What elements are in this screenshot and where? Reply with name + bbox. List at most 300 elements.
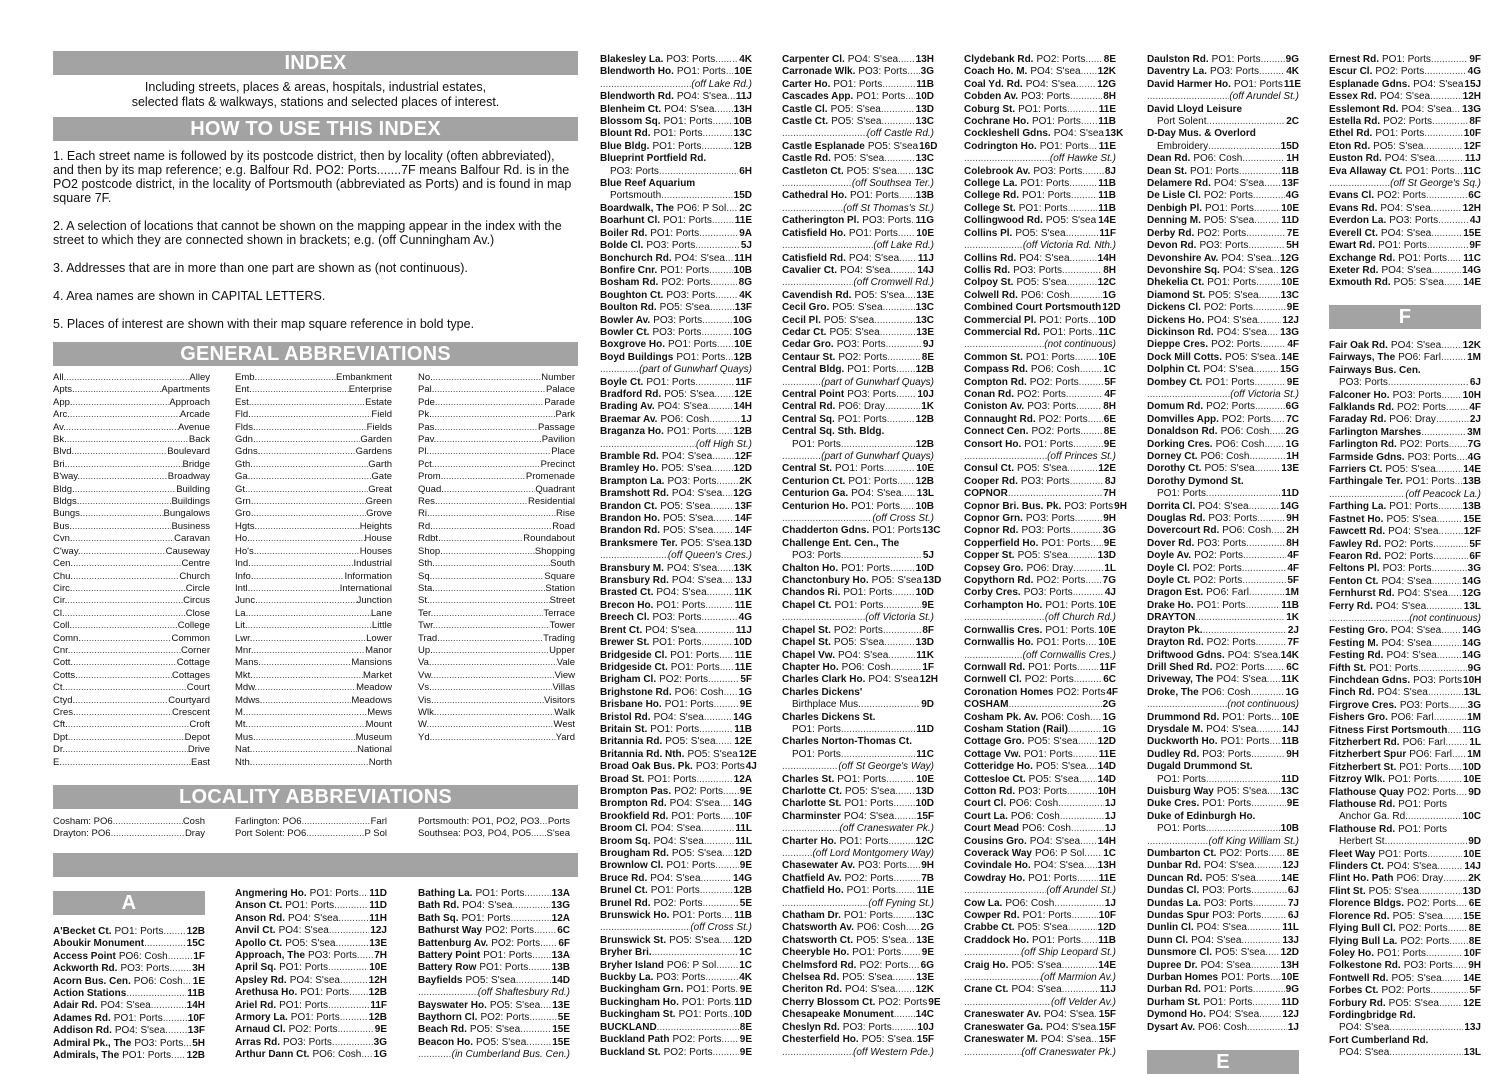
map-reference: 13C xyxy=(915,910,934,922)
map-reference: 13E xyxy=(916,972,934,984)
abbr-short: Hgts. xyxy=(235,520,258,532)
map-reference: 9A xyxy=(739,227,752,239)
street-name: Farlington Rd. xyxy=(1329,439,1397,451)
index-entry xyxy=(1329,514,1481,526)
locality: PO4: S'sea xyxy=(645,624,696,636)
leader-dots xyxy=(436,434,541,446)
abbr-short: Portsmouth: PO1, PO2, PO3 xyxy=(418,816,540,827)
street-name: Doyle Cl. xyxy=(1147,562,1190,574)
index-entry xyxy=(1329,638,1481,650)
map-reference: 1C xyxy=(1103,364,1116,376)
abbr-short: Cen. xyxy=(53,558,74,570)
locality: PO2: Ports xyxy=(1203,190,1253,202)
index-entry xyxy=(964,178,1116,190)
abbr-short: Nth. xyxy=(235,756,253,768)
index-entry xyxy=(600,637,752,649)
leader-dots xyxy=(433,521,552,533)
index-entry xyxy=(964,600,1116,612)
index-entry xyxy=(53,1025,205,1037)
index-entry xyxy=(782,265,934,277)
abbreviation-row xyxy=(418,546,575,558)
note-text: (off Craneswater Pk.) xyxy=(1021,1046,1116,1058)
leader-dots xyxy=(887,352,921,364)
locality: PO5: S'sea xyxy=(833,153,885,165)
street-name: Bayfields xyxy=(418,974,463,986)
note-text: (off Cromwell Rd.) xyxy=(853,277,934,289)
map-reference: 11C xyxy=(916,748,934,760)
index-note xyxy=(1329,489,1481,501)
map-reference: 10H xyxy=(1463,674,1482,686)
locality: PO3: Ports xyxy=(1020,475,1070,487)
index-entry xyxy=(964,587,1116,599)
street-name: Armory La. xyxy=(235,1012,288,1024)
map-reference: 12C xyxy=(1097,277,1116,289)
street-name: Dumbarton Ct. xyxy=(1147,848,1217,859)
index-note xyxy=(782,203,934,215)
leader-dots xyxy=(250,583,339,595)
abbr-short: Grn. xyxy=(235,496,254,508)
abbreviation-row xyxy=(53,608,210,620)
locality: PO4: S'sea xyxy=(676,91,728,103)
leader-dots xyxy=(1264,178,1281,190)
locality: PO3: Ports xyxy=(134,1037,184,1049)
street-name: Charminster xyxy=(782,810,841,822)
index-entry xyxy=(418,1024,570,1036)
map-reference: 12F xyxy=(734,451,752,462)
index-entry xyxy=(1329,166,1481,178)
leader-dots xyxy=(168,951,193,963)
abbreviation-row xyxy=(235,533,392,545)
locality: PO5: S'sea xyxy=(846,165,897,177)
index-entry xyxy=(1147,377,1299,389)
abbr-short: Wlk. xyxy=(418,706,437,718)
abbr-short: Mkt. xyxy=(235,669,253,681)
leader-dots xyxy=(900,501,915,513)
index-entry xyxy=(964,910,1116,922)
map-reference: 9H xyxy=(1286,748,1299,760)
abbreviation-row xyxy=(235,571,392,583)
leader-dots xyxy=(600,550,668,562)
note-text: (off Victoria St.) xyxy=(865,612,934,624)
street-name: Boyd Buildings xyxy=(600,351,674,363)
abbr-full: Grove xyxy=(366,508,392,520)
locality: PO5: S'sea xyxy=(831,116,882,128)
street-name: Crane Ct. xyxy=(964,984,1009,996)
abbreviation-row xyxy=(53,384,210,396)
map-reference: 14C xyxy=(915,1009,934,1021)
locality: PO1: Ports xyxy=(841,562,891,574)
abbr-short: Sth. xyxy=(418,558,435,570)
street-name: Carpenter Cl. xyxy=(782,54,845,65)
abbreviation-row xyxy=(235,583,392,595)
abbr-full: Avenue xyxy=(177,421,210,433)
street-name: Craig Ho. xyxy=(964,959,1009,971)
street-name: Fawcett Rd. xyxy=(1329,526,1386,538)
leader-dots xyxy=(704,712,732,724)
map-reference: 14E xyxy=(1281,351,1299,363)
locality: PO6: Farl xyxy=(1402,737,1446,748)
street-name: Fordingbridge Rd. xyxy=(1329,1009,1416,1021)
street-name: Bransbury M. xyxy=(600,562,664,574)
abbreviation-row xyxy=(53,471,210,483)
locality: PO3: Ports xyxy=(1013,264,1063,276)
index-entry xyxy=(1147,910,1299,922)
map-reference: 1C xyxy=(1103,848,1116,859)
instruction-4: 4. Area names are shown in CAPITAL LETTERS. xyxy=(53,289,326,303)
map-reference: 9F xyxy=(1469,240,1481,252)
leader-dots xyxy=(1387,836,1467,848)
locality: PO5: S'sea xyxy=(661,463,712,475)
index-entry xyxy=(782,339,934,351)
abbreviation-row xyxy=(53,372,210,384)
abbr-full: Great xyxy=(368,483,392,495)
index-entry xyxy=(1329,265,1481,277)
street-name: Droke, The xyxy=(1147,686,1199,698)
locality: PO3: Ports xyxy=(1021,91,1070,103)
index-entry xyxy=(964,935,1116,947)
map-reference: 9H xyxy=(1468,960,1481,972)
street-name: Dhekelia Ct. xyxy=(1147,277,1205,289)
leader-dots xyxy=(1067,104,1098,116)
abbreviation-row xyxy=(418,372,575,384)
abbr-full: Little xyxy=(371,620,392,632)
locality: PO4: S'sea xyxy=(1025,78,1076,90)
index-entry xyxy=(600,575,752,587)
leader-dots xyxy=(701,327,732,339)
leader-dots xyxy=(163,926,185,938)
leader-dots xyxy=(880,327,915,339)
leader-dots xyxy=(440,633,543,645)
leader-dots xyxy=(432,571,544,583)
index-entry xyxy=(1147,687,1299,699)
locality: PO4: S'sea xyxy=(1227,649,1279,661)
map-reference: 15C xyxy=(186,938,205,950)
leader-dots xyxy=(1084,860,1097,872)
map-reference: 12F xyxy=(1463,526,1481,538)
leader-dots xyxy=(964,997,1051,1009)
abbr-full: Business xyxy=(171,520,210,532)
leader-dots xyxy=(256,732,356,744)
index-entry xyxy=(235,1037,387,1049)
entry-continuation-text: PO1: Ports xyxy=(792,723,841,735)
abbr-full: Cottage xyxy=(176,657,210,669)
leader-dots xyxy=(713,513,733,525)
map-reference: 14G xyxy=(1462,625,1481,637)
locality: PO3: Ports xyxy=(1413,674,1463,686)
abbreviation-row xyxy=(418,707,575,719)
index-note xyxy=(964,153,1116,165)
leader-dots xyxy=(1075,352,1097,364)
entry-continuation-text: Anchor Ga. Rd. xyxy=(1339,811,1408,823)
street-name: Broad Oak Bus. Pk. xyxy=(600,761,693,773)
index-entry xyxy=(600,935,752,947)
leader-dots xyxy=(253,670,363,682)
street-name: Farmside Gdns. xyxy=(1329,451,1405,463)
abbreviation-row xyxy=(53,620,210,632)
leader-dots xyxy=(1431,228,1462,240)
street-name: Cheeryble Ho. xyxy=(782,947,850,959)
leader-dots xyxy=(1436,464,1463,476)
abbr-full: Church xyxy=(179,570,210,582)
locality: PO1: Ports xyxy=(1045,599,1095,611)
leader-dots xyxy=(1076,79,1096,91)
locality: PO4: S'sea xyxy=(1388,526,1439,538)
map-reference: 10E xyxy=(369,962,387,974)
locality: PO1: Ports xyxy=(1375,128,1425,140)
map-reference: 13B xyxy=(1462,476,1481,488)
leader-dots xyxy=(715,54,738,66)
d-entries-column xyxy=(1147,54,1302,1034)
locality: PO1: Ports xyxy=(843,587,893,599)
street-name: Charlotte Ct. xyxy=(782,785,842,797)
locality: PO1: Ports xyxy=(671,810,721,822)
leader-dots xyxy=(906,922,920,934)
street-name: Adames Rd. xyxy=(53,1012,111,1024)
map-reference: 7C xyxy=(1286,413,1299,425)
street-name: Festing Rd. xyxy=(1329,650,1384,662)
abbr-short: Pct. xyxy=(418,458,435,470)
map-reference: 14K xyxy=(1280,649,1299,661)
leader-dots xyxy=(435,558,550,570)
abbr-full: Passage xyxy=(538,421,575,433)
a-entries-column-3 xyxy=(418,888,570,1062)
street-name: Boarhunt Cl. xyxy=(600,215,660,227)
map-reference: 12B xyxy=(186,1050,205,1062)
index-entry xyxy=(600,290,752,302)
street-name: Brookfield Rd. xyxy=(600,810,669,822)
abbreviation-row xyxy=(235,434,392,446)
leader-dots xyxy=(907,66,919,78)
abbreviation-row xyxy=(235,446,392,458)
leader-dots xyxy=(261,657,351,669)
street-name: College La. xyxy=(964,178,1018,190)
street-name: Castle Ct. xyxy=(782,116,829,128)
index-entry xyxy=(964,699,1116,711)
map-reference: 9E xyxy=(1286,302,1299,314)
abbr-full: Courtyard xyxy=(168,694,210,706)
abbr-full: Cottages xyxy=(171,669,210,681)
note-text: (off Southsea Ter.) xyxy=(851,178,934,190)
leader-dots xyxy=(1054,898,1104,910)
abbr-full: Alley xyxy=(189,372,210,383)
street-name: Brunswick St. xyxy=(600,934,667,946)
leader-dots xyxy=(908,960,919,972)
leader-dots xyxy=(1062,984,1099,996)
leader-dots xyxy=(874,315,914,327)
leader-dots xyxy=(708,401,733,413)
map-reference: 5E xyxy=(557,1012,570,1024)
leader-dots xyxy=(782,203,843,215)
map-reference: 7J xyxy=(1287,897,1299,909)
leader-dots xyxy=(66,372,189,384)
locality-row xyxy=(418,816,570,828)
leader-dots xyxy=(1249,587,1284,599)
abbr-short: Vw. xyxy=(418,669,434,681)
abbr-short: Circ. xyxy=(53,582,73,594)
index-entry xyxy=(782,1034,934,1046)
street-name: Anvil Ct. xyxy=(235,925,276,937)
index-entry xyxy=(600,525,752,537)
leader-dots xyxy=(709,265,733,277)
map-reference: 6J xyxy=(1469,377,1481,389)
index-entry xyxy=(782,104,934,116)
street-name: Fifth St. xyxy=(1329,662,1367,674)
leader-dots xyxy=(964,885,1046,897)
abbr-full: Back xyxy=(188,434,210,446)
map-reference: 14G xyxy=(1462,575,1481,587)
abbr-full: Approach xyxy=(169,396,210,408)
abbreviation-row xyxy=(418,508,575,520)
locality: PO4: S'sea xyxy=(848,252,900,264)
street-name: Daulston Rd. xyxy=(1147,54,1209,65)
map-reference: 10D xyxy=(733,637,752,649)
map-reference: 12J xyxy=(1282,314,1299,326)
leader-dots xyxy=(1265,947,1279,959)
street-name: Arras Rd. xyxy=(235,1036,281,1048)
index-entry xyxy=(964,724,1116,736)
map-reference: 9D xyxy=(1468,836,1481,848)
map-reference: 10E xyxy=(1281,711,1299,723)
locality: PO3: Ports xyxy=(308,950,357,962)
leader-dots xyxy=(111,828,185,840)
locality: PO4: S'sea xyxy=(1380,202,1431,214)
leader-dots xyxy=(520,1024,551,1036)
leader-dots xyxy=(1068,203,1098,215)
map-reference: 6F xyxy=(558,937,570,949)
index-entry xyxy=(600,501,752,513)
map-reference: 14E xyxy=(1463,972,1481,984)
leader-dots xyxy=(782,178,852,190)
locality: PO2: Ports xyxy=(1384,550,1434,562)
map-reference: 13F xyxy=(187,1025,205,1037)
street-name: Bramley Ho. xyxy=(600,463,659,475)
locality: PO4: S'sea xyxy=(1033,860,1084,872)
abbr-full: Boulevard xyxy=(167,446,210,458)
map-reference: 8H xyxy=(1286,537,1299,549)
locality: PO6: Cosh xyxy=(1005,897,1055,909)
index-entry xyxy=(53,988,205,1000)
street-name: Coal Yd. Rd. xyxy=(964,78,1023,90)
map-reference: 9E xyxy=(1103,438,1116,450)
leader-dots xyxy=(1242,575,1286,587)
index-entry-continuation xyxy=(600,190,752,202)
leader-dots xyxy=(68,719,190,731)
abbr-short: Cott. xyxy=(53,657,74,669)
locality: PO4: S'sea xyxy=(669,798,720,810)
abbr-short: Mus. xyxy=(235,731,256,743)
index-entry xyxy=(235,938,387,950)
street-name: Charles Clark Ho. xyxy=(782,674,866,686)
leader-dots xyxy=(705,600,734,612)
leader-dots xyxy=(1147,389,1230,401)
leader-dots xyxy=(73,558,181,570)
locality: PO1: Ports xyxy=(1205,376,1255,388)
map-reference: 15D xyxy=(1280,140,1299,152)
index-entry xyxy=(964,960,1116,972)
leader-dots xyxy=(144,938,186,950)
locality: PO5: S'sea xyxy=(861,1034,912,1046)
leader-dots xyxy=(516,975,551,987)
abbr-full: Mansions xyxy=(351,657,392,669)
index-entry xyxy=(1147,587,1299,599)
abbr-short: Ind. xyxy=(235,558,251,570)
index-entry xyxy=(1329,985,1481,997)
abbr-full: Crescent xyxy=(171,706,210,718)
index-entry xyxy=(600,997,752,1009)
index-entry xyxy=(1329,799,1481,811)
leader-dots xyxy=(1454,166,1462,178)
index-entry xyxy=(964,327,1116,339)
index-entry xyxy=(1147,78,1302,91)
locality: PO6: Cosh xyxy=(1009,798,1059,810)
index-entry xyxy=(600,984,752,996)
index-entry xyxy=(1147,240,1299,252)
index-entry xyxy=(1147,786,1299,798)
leader-dots xyxy=(1088,315,1096,327)
street-name: Court Cl. xyxy=(964,798,1007,810)
locality: PO2: Ports xyxy=(859,959,909,971)
leader-dots xyxy=(782,761,838,773)
map-reference: 9H xyxy=(921,860,934,872)
map-reference: 12B xyxy=(186,926,205,937)
street-name: Fontwell Rd. xyxy=(1329,972,1389,984)
map-reference: 9H xyxy=(1114,500,1127,512)
street-name: Coach Ho. M. xyxy=(964,66,1028,78)
locality: PO1: Ports xyxy=(835,463,884,475)
index-entry xyxy=(235,900,387,912)
index-entry xyxy=(782,364,934,376)
index-entry xyxy=(782,625,934,637)
locality: PO6: Dray xyxy=(1389,414,1436,426)
abbr-full: Information xyxy=(344,570,392,582)
locality: PO1: Ports xyxy=(676,351,726,363)
leader-dots xyxy=(699,724,733,736)
index-entry xyxy=(1329,923,1481,935)
leader-dots xyxy=(169,963,191,975)
leader-dots xyxy=(1448,588,1461,600)
leader-dots xyxy=(252,757,368,769)
locality: PO4: S'sea xyxy=(661,451,713,462)
leader-dots xyxy=(67,459,182,471)
map-reference: 1J xyxy=(1104,897,1116,909)
index-entry xyxy=(964,364,1116,376)
locality: PO5: S'sea xyxy=(1035,761,1087,773)
index-entry-continuation xyxy=(782,749,934,761)
locality: PO2: Ports xyxy=(1024,674,1074,686)
leader-dots xyxy=(1456,787,1467,799)
index-entry xyxy=(964,774,1116,786)
map-reference: 14H xyxy=(1097,252,1116,264)
locality: PO1: Ports xyxy=(681,996,731,1008)
note-text: (off St Thomas's St.) xyxy=(843,202,934,214)
leader-dots xyxy=(1329,489,1405,501)
locality: PO1: Ports xyxy=(1405,476,1455,488)
leader-dots xyxy=(1251,960,1280,972)
map-reference: 10D xyxy=(915,798,934,810)
locality: PO3: Ports xyxy=(695,761,745,773)
note-text: (part of Gunwharf Quays) xyxy=(821,376,934,388)
street-name: Flint St. xyxy=(1329,885,1366,897)
index-note xyxy=(1329,613,1481,625)
abbreviation-row xyxy=(53,397,210,409)
map-reference: 11C xyxy=(1098,326,1116,338)
locality: PO3: Ports xyxy=(1212,910,1262,922)
index-entry xyxy=(782,736,934,748)
street-name: Fernhurst Rd. xyxy=(1329,588,1395,600)
leader-dots xyxy=(1426,190,1467,202)
leader-dots xyxy=(359,888,369,900)
leader-dots xyxy=(75,484,177,496)
